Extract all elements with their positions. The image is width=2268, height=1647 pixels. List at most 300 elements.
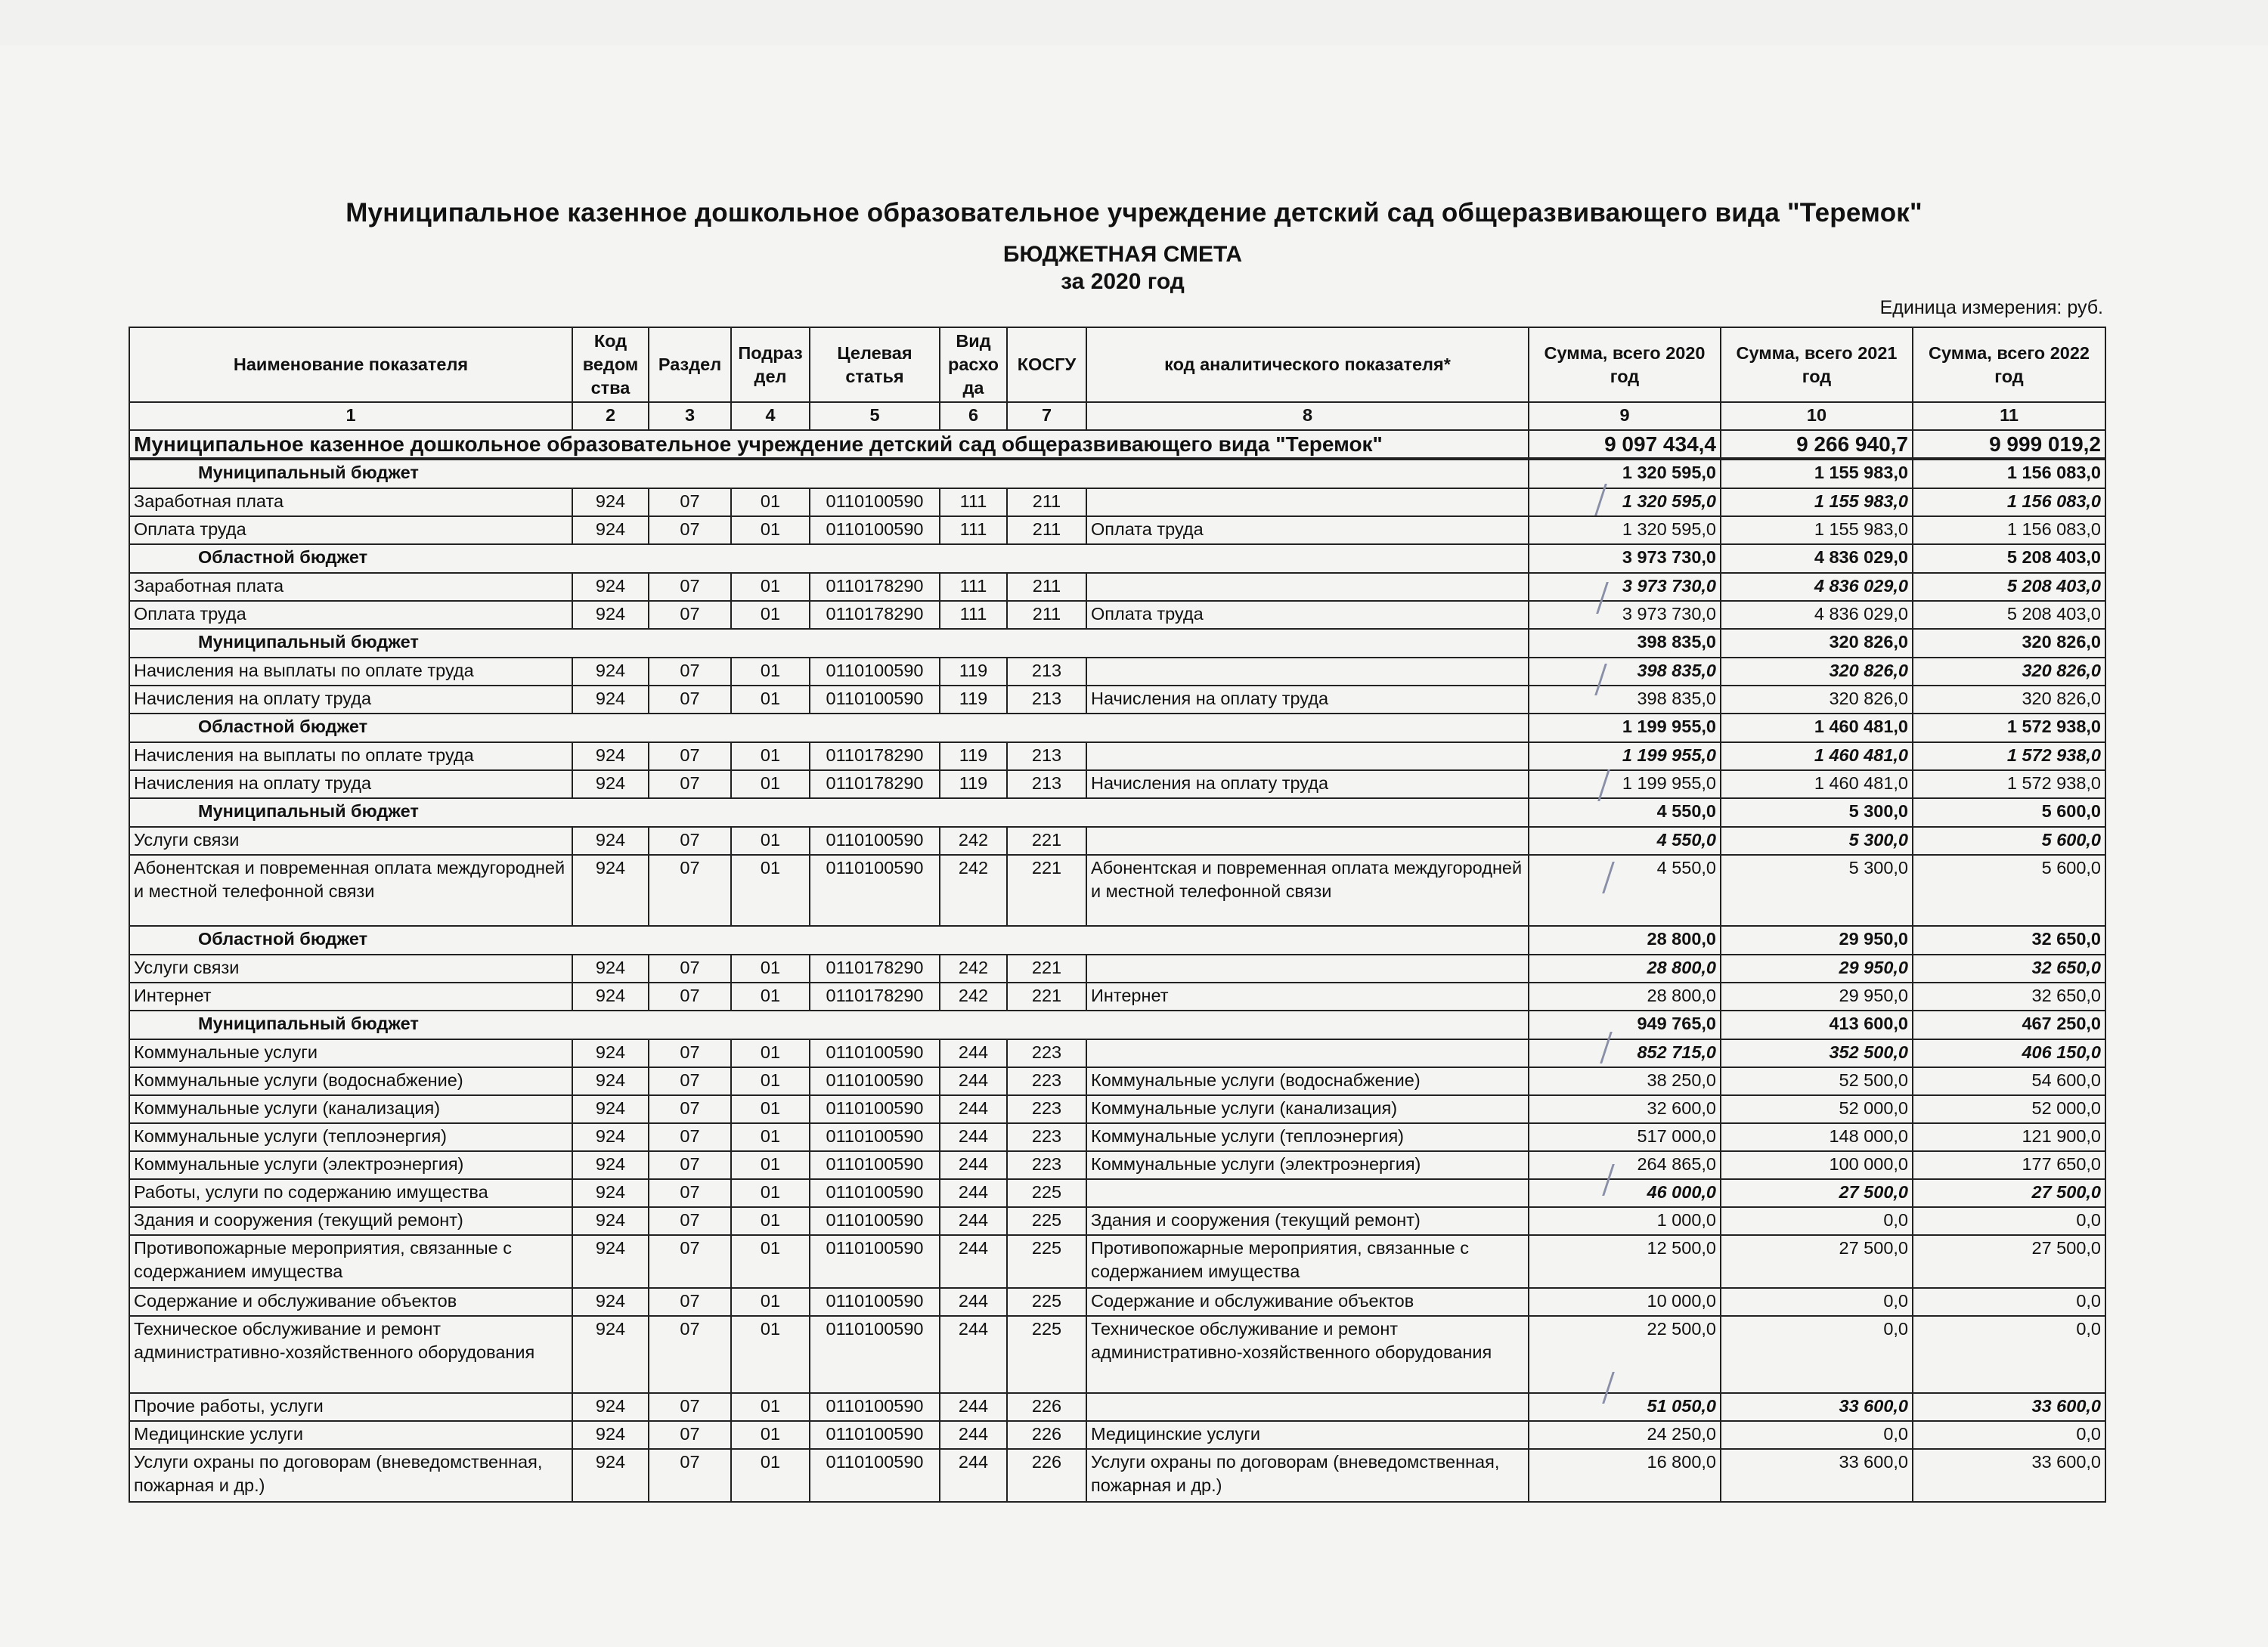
table-row	[129, 1151, 2105, 1179]
table-row	[129, 1179, 2105, 1207]
item-razdel: 07	[649, 855, 731, 926]
item-razdel: 07	[649, 742, 731, 770]
col-number: 7	[1007, 402, 1086, 430]
amount-2022: 5 208 403,0	[1913, 573, 2105, 601]
item-vid-rashoda: 242	[940, 855, 1007, 926]
col-sum-2022: Сумма, всего 2022 год	[1913, 327, 2105, 402]
amount-2020: 1 000,0	[1529, 1207, 1721, 1235]
amount-2021: 352 500,0	[1721, 1039, 1913, 1067]
item-podrazdel: 01	[731, 770, 810, 798]
item-vid-rashoda: 111	[940, 516, 1007, 544]
table-row	[129, 1123, 2105, 1151]
item-ved: 924	[572, 488, 649, 516]
col-razdel: Раздел	[649, 327, 731, 402]
item-podrazdel: 01	[731, 742, 810, 770]
amount-2022: 27 500,0	[1913, 1235, 2105, 1288]
table-row	[129, 1207, 2105, 1235]
amount-2020: 28 800,0	[1529, 926, 1721, 955]
item-razdel: 07	[649, 1288, 731, 1316]
item-kosgu: 213	[1007, 686, 1086, 714]
table-row	[129, 601, 2105, 629]
item-name: Интернет	[129, 983, 572, 1011]
amount-2022: 33 600,0	[1913, 1393, 2105, 1421]
amount-2021: 0,0	[1721, 1316, 1913, 1393]
amount-2020: 4 550,0	[1529, 827, 1721, 855]
amount-2020: 852 715,0	[1529, 1039, 1721, 1067]
item-ved: 924	[572, 601, 649, 629]
amount-2022: 32 650,0	[1913, 955, 2105, 983]
item-podrazdel: 01	[731, 686, 810, 714]
amount-2022: 1 572 938,0	[1913, 742, 2105, 770]
item-ved: 924	[572, 1179, 649, 1207]
amount-2021: 1 460 481,0	[1721, 742, 1913, 770]
item-cel-statya: 0110178290	[810, 955, 940, 983]
item-razdel: 07	[649, 573, 731, 601]
budget-group-row	[129, 459, 2105, 488]
item-podrazdel: 01	[731, 1235, 810, 1288]
item-vid-rashoda: 242	[940, 955, 1007, 983]
amount-2022: 54 600,0	[1913, 1067, 2105, 1095]
item-ved: 924	[572, 1235, 649, 1288]
item-razdel: 07	[649, 1179, 731, 1207]
amount-2020: 3 973 730,0	[1529, 601, 1721, 629]
item-kosgu: 223	[1007, 1039, 1086, 1067]
item-name: Услуги связи	[129, 955, 572, 983]
item-cel-statya: 0110178290	[810, 601, 940, 629]
item-razdel: 07	[649, 516, 731, 544]
item-name: Прочие работы, услуги	[129, 1393, 572, 1421]
amount-2021: 0,0	[1721, 1207, 1913, 1235]
item-vid-rashoda: 244	[940, 1095, 1007, 1123]
amount-2020: 1 320 595,0	[1529, 488, 1721, 516]
item-analytic: Оплата труда	[1086, 516, 1529, 544]
item-vid-rashoda: 244	[940, 1123, 1007, 1151]
amount-2021: 29 950,0	[1721, 926, 1913, 955]
item-kosgu: 223	[1007, 1123, 1086, 1151]
item-vid-rashoda: 119	[940, 742, 1007, 770]
item-analytic: Техническое обслуживание и ремонт административно-хозяйственного оборудования	[1086, 1316, 1529, 1393]
amount-2022: 32 650,0	[1913, 926, 2105, 955]
amount-2022: 320 826,0	[1913, 686, 2105, 714]
item-kosgu: 226	[1007, 1393, 1086, 1421]
item-vid-rashoda: 244	[940, 1393, 1007, 1421]
item-analytic	[1086, 742, 1529, 770]
item-ved: 924	[572, 658, 649, 686]
item-name: Коммунальные услуги (теплоэнергия)	[129, 1123, 572, 1151]
item-name: Содержание и обслуживание объектов	[129, 1288, 572, 1316]
amount-2022: 32 650,0	[1913, 983, 2105, 1011]
item-analytic: Содержание и обслуживание объектов	[1086, 1288, 1529, 1316]
item-analytic	[1086, 1039, 1529, 1067]
table-row	[129, 983, 2105, 1011]
item-razdel: 07	[649, 1151, 731, 1179]
item-cel-statya: 0110100590	[810, 1207, 940, 1235]
col-number: 2	[572, 402, 649, 430]
item-podrazdel: 01	[731, 827, 810, 855]
item-ved: 924	[572, 516, 649, 544]
budget-source-name: Областной бюджет	[129, 714, 1529, 742]
item-razdel: 07	[649, 658, 731, 686]
amount-2022: 0,0	[1913, 1288, 2105, 1316]
item-vid-rashoda: 244	[940, 1316, 1007, 1393]
amount-2020: 1 199 955,0	[1529, 714, 1721, 742]
budget-group-row	[129, 544, 2105, 573]
amount-2021: 29 950,0	[1721, 955, 1913, 983]
item-cel-statya: 0110100590	[810, 686, 940, 714]
item-podrazdel: 01	[731, 1095, 810, 1123]
item-analytic: Начисления на оплату труда	[1086, 770, 1529, 798]
item-analytic: Услуги охраны по договорам (вневедомственная, пожарная и др.)	[1086, 1449, 1529, 1502]
amount-2022: 52 000,0	[1913, 1095, 2105, 1123]
item-razdel: 07	[649, 1393, 731, 1421]
item-kosgu: 211	[1007, 516, 1086, 544]
col-number: 1	[129, 402, 572, 430]
amount-2020: 949 765,0	[1529, 1011, 1721, 1039]
amount-2020: 16 800,0	[1529, 1449, 1721, 1502]
item-kosgu: 213	[1007, 770, 1086, 798]
item-ved: 924	[572, 1067, 649, 1095]
item-ved: 924	[572, 573, 649, 601]
amount-2022: 0,0	[1913, 1421, 2105, 1449]
item-name: Техническое обслуживание и ремонт административно-хозяйственного оборудования	[129, 1316, 572, 1393]
item-vid-rashoda: 119	[940, 658, 1007, 686]
item-podrazdel: 01	[731, 1179, 810, 1207]
item-analytic	[1086, 488, 1529, 516]
amount-2021: 0,0	[1721, 1288, 1913, 1316]
budget-group-row	[129, 1011, 2105, 1039]
doc-title: БЮДЖЕТНАЯ СМЕТА	[1002, 242, 1243, 267]
amount-2021: 5 300,0	[1721, 798, 1913, 827]
item-analytic: Оплата труда	[1086, 601, 1529, 629]
amount-2021: 1 155 983,0	[1721, 516, 1913, 544]
col-number: 6	[940, 402, 1007, 430]
item-vid-rashoda: 244	[940, 1235, 1007, 1288]
item-kosgu: 211	[1007, 488, 1086, 516]
item-kosgu: 213	[1007, 742, 1086, 770]
amount-2022: 177 650,0	[1913, 1151, 2105, 1179]
item-razdel: 07	[649, 601, 731, 629]
amount-2021: 320 826,0	[1721, 686, 1913, 714]
item-ved: 924	[572, 1123, 649, 1151]
amount-2022: 1 156 083,0	[1913, 488, 2105, 516]
amount-2022: 0,0	[1913, 1316, 2105, 1393]
amount-2022: 467 250,0	[1913, 1011, 2105, 1039]
item-cel-statya: 0110178290	[810, 983, 940, 1011]
amount-2020: 4 550,0	[1529, 798, 1721, 827]
item-analytic: Противопожарные мероприятия, связанные с содержанием имущества	[1086, 1235, 1529, 1288]
amount-2021: 5 300,0	[1721, 855, 1913, 926]
table-row	[129, 955, 2105, 983]
amount-2022: 1 572 938,0	[1913, 770, 2105, 798]
item-analytic: Коммунальные услуги (водоснабжение)	[1086, 1067, 1529, 1095]
amount-2020: 3 973 730,0	[1529, 573, 1721, 601]
item-vid-rashoda: 244	[940, 1039, 1007, 1067]
item-vid-rashoda: 244	[940, 1449, 1007, 1502]
amount-2021: 33 600,0	[1721, 1449, 1913, 1502]
col-number: 8	[1086, 402, 1529, 430]
org-total-2022: 9 999 019,2	[1913, 430, 2105, 459]
item-kosgu: 225	[1007, 1179, 1086, 1207]
table-header	[129, 327, 2105, 402]
amount-2020: 46 000,0	[1529, 1179, 1721, 1207]
item-analytic: Абонентская и повременная оплата междугородней и местной телефонной связи	[1086, 855, 1529, 926]
item-kosgu: 226	[1007, 1449, 1086, 1502]
amount-2022: 5 600,0	[1913, 827, 2105, 855]
column-numbers-row	[129, 402, 2105, 430]
item-razdel: 07	[649, 1449, 731, 1502]
item-podrazdel: 01	[731, 983, 810, 1011]
item-analytic: Коммунальные услуги (электроэнергия)	[1086, 1151, 1529, 1179]
item-cel-statya: 0110100590	[810, 1288, 940, 1316]
table-row	[129, 658, 2105, 686]
item-podrazdel: 01	[731, 1123, 810, 1151]
item-analytic: Начисления на оплату труда	[1086, 686, 1529, 714]
item-kosgu: 211	[1007, 573, 1086, 601]
amount-2021: 1 155 983,0	[1721, 488, 1913, 516]
col-vid-rashoda: Вид расхо да	[940, 327, 1007, 402]
col-ved: Код ведом ства	[572, 327, 649, 402]
item-cel-statya: 0110178290	[810, 573, 940, 601]
col-analytic: код аналитического показателя*	[1086, 327, 1529, 402]
item-podrazdel: 01	[731, 488, 810, 516]
budget-source-name: Муниципальный бюджет	[129, 1011, 1529, 1039]
item-cel-statya: 0110100590	[810, 658, 940, 686]
item-cel-statya: 0110100590	[810, 1421, 940, 1449]
item-vid-rashoda: 111	[940, 573, 1007, 601]
period: за 2020 год	[1061, 269, 1185, 294]
col-number: 4	[731, 402, 810, 430]
amount-2021: 1 155 983,0	[1721, 459, 1913, 488]
amount-2021: 29 950,0	[1721, 983, 1913, 1011]
amount-2020: 1 199 955,0	[1529, 742, 1721, 770]
budget-source-name: Областной бюджет	[129, 544, 1529, 573]
item-razdel: 07	[649, 488, 731, 516]
amount-2021: 100 000,0	[1721, 1151, 1913, 1179]
col-kosgu: КОСГУ	[1007, 327, 1086, 402]
table-row	[129, 1316, 2105, 1393]
amount-2021: 33 600,0	[1721, 1393, 1913, 1421]
item-podrazdel: 01	[731, 1393, 810, 1421]
item-name: Заработная плата	[129, 488, 572, 516]
item-name: Здания и сооружения (текущий ремонт)	[129, 1207, 572, 1235]
table-row	[129, 488, 2105, 516]
amount-2022: 5 208 403,0	[1913, 544, 2105, 573]
amount-2021: 4 836 029,0	[1721, 601, 1913, 629]
budget-source-name: Муниципальный бюджет	[129, 798, 1529, 827]
amount-2022: 1 156 083,0	[1913, 459, 2105, 488]
item-vid-rashoda: 111	[940, 601, 1007, 629]
item-ved: 924	[572, 1288, 649, 1316]
item-cel-statya: 0110100590	[810, 855, 940, 926]
item-cel-statya: 0110100590	[810, 1179, 940, 1207]
table-row	[129, 516, 2105, 544]
item-cel-statya: 0110178290	[810, 742, 940, 770]
amount-2020: 264 865,0	[1529, 1151, 1721, 1179]
amount-2020: 28 800,0	[1529, 983, 1721, 1011]
item-name: Услуги связи	[129, 827, 572, 855]
amount-2021: 0,0	[1721, 1421, 1913, 1449]
item-ved: 924	[572, 770, 649, 798]
amount-2022: 1 156 083,0	[1913, 516, 2105, 544]
table-row	[129, 1067, 2105, 1095]
item-kosgu: 213	[1007, 658, 1086, 686]
item-ved: 924	[572, 827, 649, 855]
item-name: Коммунальные услуги	[129, 1039, 572, 1067]
item-razdel: 07	[649, 1095, 731, 1123]
unit-label: Единица измерения: руб.	[1879, 297, 2103, 318]
item-podrazdel: 01	[731, 1316, 810, 1393]
item-analytic	[1086, 658, 1529, 686]
item-razdel: 07	[649, 1235, 731, 1288]
item-analytic	[1086, 955, 1529, 983]
amount-2022: 1 572 938,0	[1913, 714, 2105, 742]
amount-2020: 4 550,0	[1529, 855, 1721, 926]
table-row	[129, 770, 2105, 798]
item-cel-statya: 0110100590	[810, 1316, 940, 1393]
item-kosgu: 225	[1007, 1288, 1086, 1316]
item-ved: 924	[572, 1393, 649, 1421]
org-total-row	[129, 430, 2105, 459]
table-row	[129, 1039, 2105, 1067]
item-razdel: 07	[649, 1123, 731, 1151]
item-kosgu: 225	[1007, 1316, 1086, 1393]
item-razdel: 07	[649, 770, 731, 798]
item-razdel: 07	[649, 1421, 731, 1449]
item-podrazdel: 01	[731, 658, 810, 686]
amount-2020: 22 500,0	[1529, 1316, 1721, 1393]
item-cel-statya: 0110100590	[810, 516, 940, 544]
item-cel-statya: 0110100590	[810, 488, 940, 516]
col-cel-statya: Целевая статья	[810, 327, 940, 402]
item-kosgu: 221	[1007, 855, 1086, 926]
budget-group-row	[129, 629, 2105, 658]
item-cel-statya: 0110100590	[810, 1235, 940, 1288]
item-cel-statya: 0110100590	[810, 1393, 940, 1421]
item-name: Противопожарные мероприятия, связанные с содержанием имущества	[129, 1235, 572, 1288]
amount-2020: 32 600,0	[1529, 1095, 1721, 1123]
item-podrazdel: 01	[731, 516, 810, 544]
table-row	[129, 1421, 2105, 1449]
item-cel-statya: 0110100590	[810, 1123, 940, 1151]
budget-table	[129, 327, 2106, 1503]
item-razdel: 07	[649, 686, 731, 714]
item-razdel: 07	[649, 1207, 731, 1235]
table-row	[129, 1449, 2105, 1502]
amount-2021: 148 000,0	[1721, 1123, 1913, 1151]
item-name: Начисления на выплаты по оплате труда	[129, 742, 572, 770]
item-podrazdel: 01	[731, 1288, 810, 1316]
item-podrazdel: 01	[731, 1151, 810, 1179]
org-total-2021: 9 266 940,7	[1721, 430, 1913, 459]
item-razdel: 07	[649, 955, 731, 983]
table-row	[129, 686, 2105, 714]
item-vid-rashoda: 119	[940, 770, 1007, 798]
amount-2022: 320 826,0	[1913, 629, 2105, 658]
item-ved: 924	[572, 1421, 649, 1449]
item-vid-rashoda: 244	[940, 1151, 1007, 1179]
item-ved: 924	[572, 1316, 649, 1393]
item-podrazdel: 01	[731, 955, 810, 983]
budget-group-row	[129, 798, 2105, 827]
table-row	[129, 827, 2105, 855]
item-name: Начисления на оплату труда	[129, 686, 572, 714]
amount-2022: 406 150,0	[1913, 1039, 2105, 1067]
amount-2020: 398 835,0	[1529, 686, 1721, 714]
item-name: Начисления на выплаты по оплате труда	[129, 658, 572, 686]
amount-2020: 51 050,0	[1529, 1393, 1721, 1421]
amount-2020: 3 973 730,0	[1529, 544, 1721, 573]
budget-source-name: Муниципальный бюджет	[129, 459, 1529, 488]
item-name: Оплата труда	[129, 601, 572, 629]
item-razdel: 07	[649, 983, 731, 1011]
item-analytic	[1086, 1393, 1529, 1421]
item-podrazdel: 01	[731, 1421, 810, 1449]
item-name: Коммунальные услуги (канализация)	[129, 1095, 572, 1123]
amount-2022: 5 600,0	[1913, 798, 2105, 827]
item-vid-rashoda: 244	[940, 1207, 1007, 1235]
amount-2020: 1 199 955,0	[1529, 770, 1721, 798]
item-cel-statya: 0110100590	[810, 1039, 940, 1067]
budget-source-name: Муниципальный бюджет	[129, 629, 1529, 658]
item-cel-statya: 0110178290	[810, 770, 940, 798]
col-number: 3	[649, 402, 731, 430]
item-razdel: 07	[649, 827, 731, 855]
item-analytic: Интернет	[1086, 983, 1529, 1011]
amount-2022: 121 900,0	[1913, 1123, 2105, 1151]
item-vid-rashoda: 242	[940, 827, 1007, 855]
item-vid-rashoda: 244	[940, 1421, 1007, 1449]
item-kosgu: 221	[1007, 983, 1086, 1011]
amount-2021: 320 826,0	[1721, 629, 1913, 658]
item-ved: 924	[572, 686, 649, 714]
amount-2021: 4 836 029,0	[1721, 573, 1913, 601]
item-ved: 924	[572, 742, 649, 770]
item-razdel: 07	[649, 1039, 731, 1067]
amount-2021: 52 000,0	[1721, 1095, 1913, 1123]
item-ved: 924	[572, 855, 649, 926]
item-podrazdel: 01	[731, 1067, 810, 1095]
amount-2022: 5 208 403,0	[1913, 601, 2105, 629]
col-name: Наименование показателя	[129, 327, 572, 402]
item-ved: 924	[572, 1207, 649, 1235]
amount-2020: 24 250,0	[1529, 1421, 1721, 1449]
item-name: Заработная плата	[129, 573, 572, 601]
amount-2022: 0,0	[1913, 1207, 2105, 1235]
table-row	[129, 1095, 2105, 1123]
item-podrazdel: 01	[731, 855, 810, 926]
item-kosgu: 221	[1007, 955, 1086, 983]
org-title: Муниципальное казенное дошкольное образовательное учреждение детский сад общеразвивающего вида "Теремок"	[345, 198, 1923, 228]
amount-2020: 398 835,0	[1529, 658, 1721, 686]
item-analytic	[1086, 827, 1529, 855]
amount-2020: 398 835,0	[1529, 629, 1721, 658]
item-vid-rashoda: 244	[940, 1067, 1007, 1095]
amount-2020: 1 320 595,0	[1529, 516, 1721, 544]
item-cel-statya: 0110100590	[810, 1151, 940, 1179]
budget-group-row	[129, 714, 2105, 742]
item-name: Оплата труда	[129, 516, 572, 544]
table-row	[129, 1393, 2105, 1421]
amount-2021: 27 500,0	[1721, 1235, 1913, 1288]
item-ved: 924	[572, 1449, 649, 1502]
org-total-2020: 9 097 434,4	[1529, 430, 1721, 459]
item-analytic: Коммунальные услуги (канализация)	[1086, 1095, 1529, 1123]
item-analytic	[1086, 573, 1529, 601]
item-vid-rashoda: 119	[940, 686, 1007, 714]
amount-2021: 52 500,0	[1721, 1067, 1913, 1095]
amount-2020: 28 800,0	[1529, 955, 1721, 983]
item-podrazdel: 01	[731, 1039, 810, 1067]
